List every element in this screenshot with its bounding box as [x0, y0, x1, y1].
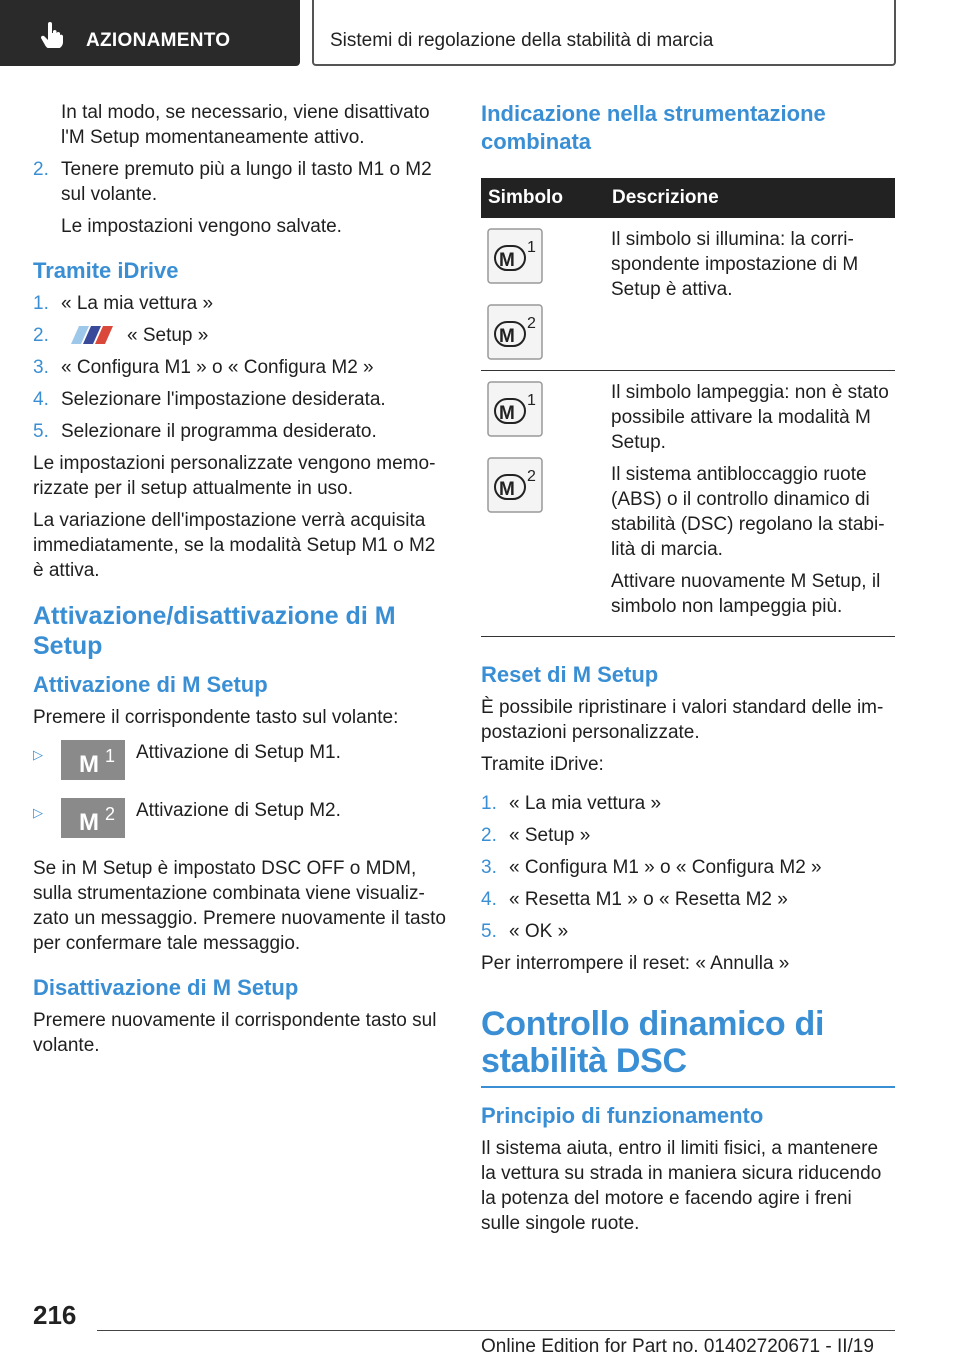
table-header-description: Descrizione	[605, 178, 895, 218]
paragraph: Premere il corrispondente tasto sul volante:	[33, 707, 399, 728]
list-number: 1.	[481, 793, 497, 814]
list-item	[33, 355, 448, 380]
list-number: 1.	[33, 293, 49, 314]
list-text: « La mia vettura »	[61, 293, 214, 314]
idrive-heading: Tramite iDrive	[33, 258, 179, 283]
right-column	[481, 100, 895, 1243]
m2-symbol-icon	[487, 457, 543, 513]
list-number: 4.	[33, 389, 49, 410]
list-text: Selezionare il programma desiderato.	[61, 421, 377, 442]
list-item	[481, 791, 895, 816]
paragraph: Per interrompere il reset: « Annulla »	[481, 953, 790, 974]
activation-heading: Attivazione/disattivazione di M Setup	[33, 602, 396, 660]
m2-symbol-icon	[487, 304, 543, 360]
m2-button-icon	[61, 798, 125, 838]
heading-rule	[481, 1086, 895, 1088]
symbol-table	[481, 178, 895, 637]
paragraph: Premere nuovamente il corrispondente tasto sul volante.	[33, 1010, 437, 1056]
list-number: 5.	[481, 921, 497, 942]
list-number: 2.	[33, 325, 49, 346]
triangle-bullet-icon: ▷	[33, 805, 43, 820]
header-title-box	[312, 0, 896, 66]
activation-subheading: Attivazione di M Setup	[33, 672, 268, 697]
description-cell	[605, 218, 895, 371]
list-text: « Setup »	[509, 825, 591, 846]
list-item	[33, 419, 448, 444]
triangle-bullet-icon: ▷	[33, 747, 43, 762]
bullet-text: Attivazione di Setup M2.	[136, 800, 341, 821]
list-text: « Resetta M1 » o « Resetta M2 »	[509, 889, 788, 910]
dsc-heading: Controllo dinamico di stabilità DSC	[481, 1005, 825, 1080]
list-number: 2.	[481, 825, 497, 846]
table-row	[481, 371, 895, 637]
list-item	[481, 919, 895, 944]
table-header-symbol: Simbolo	[481, 178, 605, 218]
svg-text:1: 1	[527, 239, 536, 256]
list-item	[481, 855, 895, 880]
principle-heading: Principio di funzionamento	[481, 1103, 764, 1128]
step2-result: Le impostazioni vengono salvate.	[61, 216, 342, 237]
paragraph: Se in M Setup è impostato DSC OFF o MDM, sulla strumentazione combinata viene visualizzato un messaggio. Premere nuovamente il tasto per confermare tale messaggio.	[33, 858, 446, 954]
m-stripes-icon	[65, 326, 117, 344]
bullet-text: Attivazione di Setup M1.	[136, 742, 341, 763]
list-number: 3.	[33, 357, 49, 378]
reset-heading: Reset di M Setup	[481, 662, 659, 687]
left-column	[33, 100, 448, 1065]
description-text: Il sistema antibloccaggio ruote (ABS) o il controllo dinamico di stabilità (DSC) regolano la stabilità di marcia.	[611, 464, 885, 560]
bullet-item-m2	[33, 798, 448, 838]
description-cell	[605, 371, 895, 637]
list-number: 4.	[481, 889, 497, 910]
chapter-title: Sistemi di regolazione della stabilità di marcia	[330, 30, 714, 51]
list-number: 5.	[33, 421, 49, 442]
description-text: Il simbolo lampeggia: non è stato possibile attivare la modalità M Setup.	[611, 382, 889, 453]
step1-continuation: In tal modo, se necessario, viene disattivato l'M Setup momentaneamente attivo.	[61, 102, 430, 148]
table-header-row	[481, 178, 895, 218]
section-tab	[0, 0, 300, 66]
list-text: Tenere premuto più a lungo il tasto M1 o M2 sul volante.	[61, 159, 432, 205]
bullet-item-m1	[33, 740, 448, 780]
m1-symbol-icon	[487, 228, 543, 284]
list-item	[33, 291, 448, 316]
list-text: « OK »	[509, 921, 569, 942]
paragraph: È possibile ripristinare i valori standard delle impostazioni personalizzate.	[481, 697, 884, 743]
list-item	[33, 323, 448, 348]
list-text: « Configura M1 » o « Configura M2 »	[509, 857, 822, 878]
list-text: « Configura M1 » o « Configura M2 »	[61, 357, 374, 378]
svg-text:M: M	[79, 751, 99, 778]
symbol-cell	[481, 371, 605, 637]
hand-pointer-icon	[40, 22, 64, 48]
symbol-cell	[481, 218, 605, 371]
edition-text: Online Edition for Part no. 01402720671 - II/19	[481, 1336, 874, 1357]
description-text: Attivare nuovamente M Setup, il simbolo non lampeggia più.	[611, 571, 881, 617]
svg-text:2: 2	[105, 804, 116, 824]
list-number: 3.	[481, 857, 497, 878]
m1-symbol-icon	[487, 381, 543, 437]
paragraph: Il sistema aiuta, entro il limiti fisici, a mantenere la vettura su strada in maniera sicura riducendo la potenza del motore e facendo agire i freni sulle singole ruote.	[481, 1138, 882, 1234]
svg-text:1: 1	[105, 746, 116, 766]
m1-button-icon	[61, 740, 125, 780]
svg-text:2: 2	[527, 315, 536, 332]
svg-text:M: M	[499, 326, 515, 347]
section-label: AZIONAMENTO	[86, 30, 231, 51]
list-number: 2.	[33, 159, 49, 180]
list-item	[481, 823, 895, 848]
footer-rule	[97, 1330, 895, 1331]
list-item	[33, 387, 448, 412]
svg-text:2: 2	[527, 468, 536, 485]
svg-text:1: 1	[527, 392, 536, 409]
list-text: « La mia vettura »	[509, 793, 662, 814]
list-item	[481, 887, 895, 912]
svg-text:M: M	[79, 809, 99, 836]
indication-heading: Indicazione nella strumentazione combinata	[481, 101, 826, 154]
page-header	[0, 0, 960, 66]
list-text: Selezionare l'impostazione desiderata.	[61, 389, 386, 410]
svg-text:M: M	[499, 403, 515, 424]
paragraph: Tramite iDrive:	[481, 754, 604, 775]
list-text	[61, 323, 208, 348]
list-text-value: « Setup »	[127, 325, 209, 346]
svg-text:M: M	[499, 250, 515, 271]
page-number: 216	[33, 1300, 77, 1330]
paragraph: La variazione dell'impostazione verrà acquisita immediatamente, se la modalità Setup M1 o M2 è attiva.	[33, 510, 436, 581]
list-item	[33, 157, 448, 207]
description-text: Il simbolo si illumina: la corrispondente impostazione di M Setup è attiva.	[611, 229, 859, 300]
deactivation-heading: Disattivazione di M Setup	[33, 975, 299, 1000]
svg-text:M: M	[499, 479, 515, 500]
table-row	[481, 218, 895, 371]
paragraph: Le impostazioni personalizzate vengono memorizzate per il setup attualmente in uso.	[33, 453, 436, 499]
